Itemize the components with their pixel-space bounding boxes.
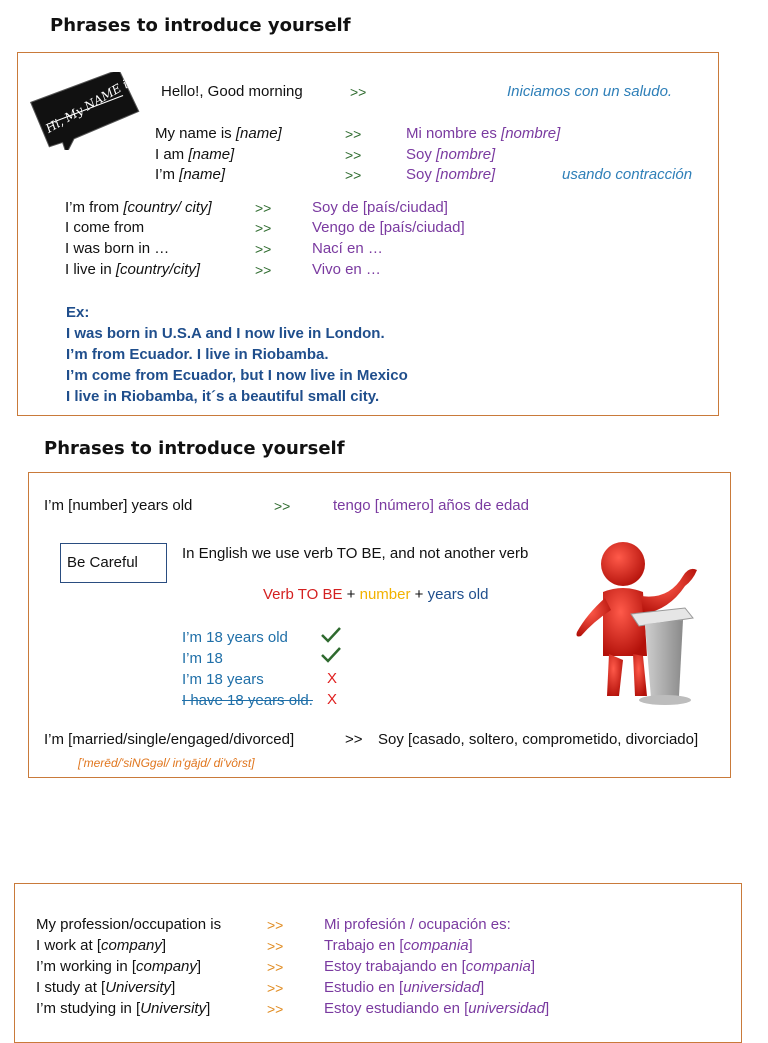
- formula-plus: +: [342, 586, 360, 603]
- origin-row-en: I live in [country/city]: [65, 261, 201, 278]
- origin-row-arrow: >>: [255, 262, 272, 278]
- check-item: I’m 18: [182, 650, 223, 667]
- origin-row-en: I’m from [country/ city]: [65, 199, 212, 216]
- profession-row-es: Estudio en [universidad]: [324, 979, 485, 996]
- greeting-note: Iniciamos con un saludo.: [507, 83, 673, 100]
- origin-row-arrow: >>: [255, 241, 272, 257]
- careful-text: In English we use verb TO BE, and not another verb: [182, 545, 529, 562]
- formula-plus: +: [410, 586, 428, 603]
- check-item-struck: I have 18 years old.: [182, 692, 313, 709]
- profession-row-en: My profession/occupation is: [36, 916, 222, 933]
- examples-label: Ex:: [66, 304, 90, 321]
- be-careful-box: [60, 543, 167, 583]
- origin-row-es: Nací en …: [312, 240, 383, 257]
- cross-icon: X: [327, 691, 338, 708]
- example-line: I’m from Ecuador. I live in Riobamba.: [66, 346, 329, 363]
- origin-row-en: I was born in …: [65, 240, 170, 257]
- be-careful-label: Be Careful: [67, 554, 138, 571]
- name-row-es: Mi nombre es [nombre]: [406, 125, 561, 142]
- profession-row-arrow: >>: [267, 1001, 284, 1017]
- formula-verb: Verb TO BE: [263, 586, 343, 603]
- origin-row-es: Vengo de [país/ciudad]: [312, 219, 465, 236]
- formula-years: years old: [427, 586, 489, 603]
- check-item: I’m 18 years old: [182, 629, 288, 646]
- example-line: I’m come from Ecuador, but I now live in Mexico: [66, 367, 408, 384]
- check-item: I’m 18 years: [182, 671, 264, 688]
- profession-row-arrow: >>: [267, 959, 284, 975]
- name-row-en: My name is [name]: [155, 125, 282, 142]
- checkmark-icon: [320, 646, 342, 669]
- name-row-arrow: >>: [345, 147, 362, 163]
- name-row-es: Soy [nombre]: [406, 166, 496, 183]
- origin-row-es: Soy de [país/ciudad]: [312, 199, 448, 216]
- badge-text: Hi, My NAME is: [43, 74, 136, 136]
- name-row-en: I am [name]: [155, 146, 235, 163]
- age-row-es: tengo [número] años de edad: [333, 497, 529, 514]
- name-row-arrow: >>: [345, 126, 362, 142]
- age-row-en: I’m [number] years old: [44, 497, 193, 514]
- section2-title: Phrases to introduce yourself: [44, 438, 345, 459]
- status-row-es: Soy [casado, soltero, comprometido, divorciado]: [378, 731, 699, 748]
- cross-icon: X: [327, 670, 338, 687]
- profession-row-en: I’m studying in [University]: [36, 1000, 211, 1017]
- age-row-arrow: >>: [274, 498, 291, 514]
- name-tag-badge: [26, 72, 144, 150]
- profession-row-es: Estoy trabajando en [compania]: [324, 958, 535, 975]
- contraction-note: usando contracción: [562, 166, 693, 183]
- profession-row-en: I work at [company]: [36, 937, 167, 954]
- speaker-figure: [573, 536, 713, 706]
- origin-row-arrow: >>: [255, 220, 272, 236]
- greeting-arrow: >>: [350, 84, 367, 100]
- origin-row-es: Vivo en …: [312, 261, 381, 278]
- profession-row-arrow: >>: [267, 980, 284, 996]
- profession-row-en: I study at [University]: [36, 979, 176, 996]
- name-row-en: I’m [name]: [155, 166, 226, 183]
- phonetic-transcription: ['merēd/'siNGgəl/ in'gājd/ di'vôrst]: [78, 756, 255, 770]
- profession-row-en: I’m working in [company]: [36, 958, 202, 975]
- status-row-en: I’m [married/single/engaged/divorced]: [44, 731, 295, 748]
- name-row-es: Soy [nombre]: [406, 146, 496, 163]
- example-line: I live in Riobamba, it´s a beautiful small city.: [66, 388, 380, 405]
- profession-row-es: Mi profesión / ocupación es:: [324, 916, 511, 933]
- formula: [263, 586, 488, 603]
- profession-row-arrow: >>: [267, 938, 284, 954]
- status-row-arrow: >>: [345, 731, 363, 748]
- greeting-en: Hello!, Good morning: [161, 83, 303, 100]
- profession-row-arrow: >>: [267, 917, 284, 933]
- section1-title: Phrases to introduce yourself: [50, 15, 351, 36]
- example-line: I was born in U.S.A and I now live in London.: [66, 325, 385, 342]
- profession-row-es: Trabajo en [compania]: [324, 937, 473, 954]
- origin-row-en: I come from: [65, 219, 145, 236]
- speaker-at-podium-icon: [573, 536, 713, 706]
- name-row-arrow: >>: [345, 167, 362, 183]
- formula-number: number: [359, 586, 411, 603]
- origin-row-arrow: >>: [255, 200, 272, 216]
- profession-row-es: Estoy estudiando en [universidad]: [324, 1000, 550, 1017]
